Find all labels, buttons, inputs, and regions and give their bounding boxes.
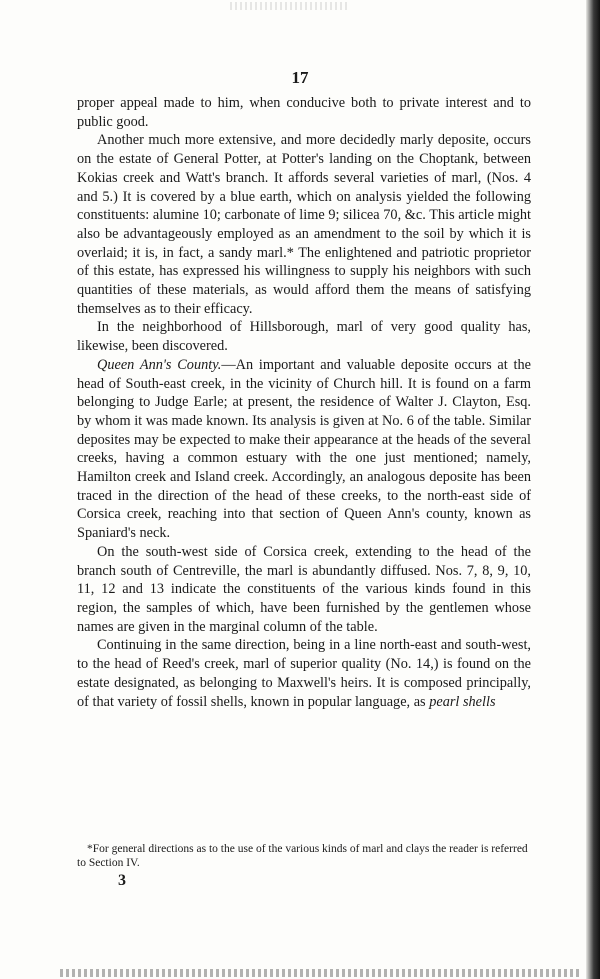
italic-term: pearl shells — [429, 693, 496, 710]
paragraph-queen-anns-text: —An important and valuable deposite occurs at the head of South-east creek, in the vicinity of Church hill. It is found on a farm belonging to Judge Earle; at present, the residence of Walter J. Clayton, Esq. by whom it was made known. Its analysis is given at No. 6 of the table. Similar deposites may be expected to make their appearance at the heads of the several creeks, having a common estuary with the one just mentioned; namely, Hamilton creek and Island creek. Accordingly, an analogous deposite has been traced in the direction of the head of these creeks, to the north-east side of Corsica creek, reaching into that section of Queen Ann's county, known as Spaniard's neck. — [77, 356, 531, 542]
footnote — [77, 842, 535, 870]
paragraph-hillsborough: In the neighborhood of Hillsborough, marl of very good quality has, likewise, been discovered. — [77, 319, 531, 355]
paragraph-queen-anns — [77, 356, 531, 543]
scan-noise-top — [230, 2, 350, 10]
scan-noise-bottom — [60, 969, 580, 977]
page-edge-shadow — [586, 0, 600, 979]
section-heading: Queen Ann's County. — [97, 356, 222, 373]
footnote-text: *For general directions as to the use of the various kinds of marl and clays the reader is referred to Section IV. — [77, 843, 528, 869]
paragraph-continued: proper appeal made to him, when conducive both to private interest and to public good. — [77, 95, 531, 130]
paragraph-corsica: On the south-west side of Corsica creek, extending to the head of the branch south of Centreville, the marl is abundantly diffused. Nos. 7, 8, 9, 10, 11, 12 and 13 indicate the constituents of the various kinds found in this region, the samples of which, have been furnished by the gentlemen whose names are given in the marginal column of the table. — [77, 543, 531, 635]
body-text — [77, 94, 531, 711]
page-number: 17 — [291, 68, 309, 87]
paragraph-reeds-creek — [77, 636, 531, 711]
paragraph-reeds-creek-text: Continuing in the same direction, being in a line north-east and south-west, to the head of Reed's creek, marl of superior quality (No. 14,) is found on the estate designated, as belonging to Maxwell's heirs. It is composed principally, of that variety of fossil shells, known in popular language, as — [77, 637, 531, 710]
paragraph-potter-deposit: Another much more extensive, and more decidedly marly deposite, occurs on the estate of General Potter, at Potter's landing on the Choptank, between Kokias creek and Watt's branch. It affords several varieties of marl, (Nos. 4 and 5.) It is covered by a blue earth, which on analysis yielded the following constituents: alumine 10; carbonate of lime 9; silicea 70, &c. This article might also be advantageously employed as an amendment to the soil by which it is overlaid; it is, in fact, a sandy marl.* The enlightened and patriotic proprietor of this estate, has expressed his willingness to supply his neighbors with such quantities of these materials, as would afford them the means of satisfying themselves as to their efficacy. — [77, 132, 531, 317]
signature-mark: 3 — [118, 872, 126, 889]
